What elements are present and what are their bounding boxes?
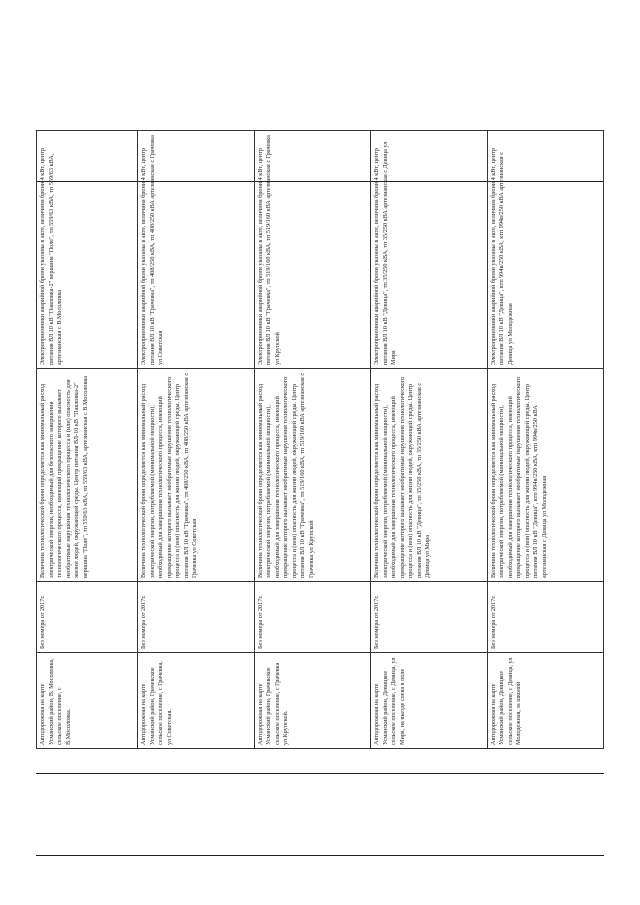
description-cell: Величина технологической брони определяется как минимальный расход электрической энергии, потребляемой (минимальной мощности), необходимый для завершения технологического процесса, имеющий прекращение которого вызывает необратимые нарушения технологического процесса и (или) опасность для жизни людей, окружающей среды. Центр питания ВЛ 10 кВ "Девица", тп 35/250 кВА, тп 35/250 кВА артезианская с Девица ул Мира: [371, 369, 487, 582]
table-row: [138, 131, 254, 749]
location-cell: Автодорожная на карте Усманский район, Девицкое сельское поселение, с Девица, ул Молодежная, за школой: [487, 653, 603, 749]
period-cell: Без номера от 2017г.: [138, 582, 254, 653]
location-cell: Автодорожная на карте Усманский район, В. Мосоловка, сельское поселение, с В.Мосоловка.: [37, 653, 138, 749]
footer-rule-upper: [36, 773, 604, 774]
reserve-cell: Электроприемники аварийной брони указаны в акте, величина брони 4 кВт, центр питания ВЛ 10 кВ "Девица", тп 35/250 кВА, тп 35/250 кВА артезианская с Девица ул Мира: [371, 131, 487, 369]
reserve-cell: Электроприемники аварийной брони указаны в акте, величина брони 4 кВт, центр питания ВЛ 10 кВ "Грачевка", тп 408/250 кВА, тп 408/250 кВА артезианская с Грачевка ул Советская: [138, 131, 254, 369]
period-cell: Без номера от 2017г.: [371, 582, 487, 653]
period-cell: Без номера от 2017г.: [37, 582, 138, 653]
table-row: [254, 131, 370, 749]
description-cell: Величина технологической брони определяется как минимальный расход электрической энергии, потребляемой (минимальной мощности), необходимый для завершения технологического процесса, имеющий прекращение которого вызывает необратимые нарушения технологического процесса и (или) опасность для жизни людей, окружающей среды. Центр питания ВЛ 10 кВ "Грачевка", тп 519/160 кВА, тп 519/160 кВА артезианская с Грачевка ул Крупской: [254, 369, 370, 582]
table-row: [487, 131, 603, 749]
period-cell: Без номера от 2017г.: [254, 582, 370, 653]
reserve-cell: Электроприемники аварийной брони указаны в акте, величина брони 4 кВт, центр питания ВЛ 10 кВ "Девица", ктп 994в/250 кВА, ктп 994в/250 кВА артезианская с Девица ул Молодежная: [487, 131, 603, 369]
location-cell: Автодорожная на карте Усманский район, Девицкое сельское поселение, с Девица, ул Мира, на въезде слева в поле: [371, 653, 487, 749]
reserve-cell: Электроприемники аварийной брони указаны в акте, величина брони 4 кВт, центр питания ВЛ 10 кВ "Грачевка", тп 519/160 кВА, тп 519/160 кВА артезианская с Грачевка ул Крупской: [254, 131, 370, 369]
period-cell: Без номера от 2017г.: [487, 582, 603, 653]
location-cell: Автодорожная на карте Усманский район, Грачевское сельское поселение, с Грачевка, ул Советская.: [138, 653, 254, 749]
table-row: [37, 131, 138, 749]
description-cell: Величина технологической брони определяется как минимальный расход электрической энергии, необходимый для безопасного завершения технологического процесса, имеющий прекращение которого вызывает необратимые нарушения технологического процесса и (или) опасность для жизни людей, окружающей среды. Центр питания ВЛ-10 кВ "Павловка-2" вершина "Поле", тп 559/63 кВА, тп 559/63 кВА, артезианская с В.Мосоловка: [37, 369, 138, 582]
reserve-cell: Электроприемники аварийной брони указаны в акте, величина брони 4 кВт, центр питания ВЛ 10 кВ "Павловка-2" вершина "Поле", тп 559/63 кВА, тп 559/63 кВА, артезианская с В.Мосоловка: [37, 131, 138, 369]
table-row: [371, 131, 487, 749]
reserve-table: [36, 130, 604, 749]
footer-rule-lower: [36, 855, 604, 856]
rotated-page-content: [36, 135, 604, 749]
description-cell: Величина технологической брони определяется как минимальный расход электрической энергии, потребляемой (минимальной мощности), необходимый для завершения технологического процесса, имеющий прекращение которого вызывает необратимые нарушения технологического процесса и (или) опасность для жизни людей, окружающей среды. Центр питания ВЛ 10 кВ "Грачевка", тп 408/250 кВА, тп 408/250 кВА артезианская с Грачевка ул Советская: [138, 369, 254, 582]
location-cell: Автодорожная на карте Усманский район, Грачевское сельское поселение, с Грачевка ул Крупской.: [254, 653, 370, 749]
description-cell: Величина технологической брони определяется как минимальный расход электрической энергии, потребляемой (минимальной мощности), необходимый для завершения технологического процесса, имеющий прекращение которого вызывает необратимые нарушения технологического процесса и (или) опасность для жизни людей, окружающей среды. Центр питания ВЛ 10 кВ "Девица", ктп 994в/250 кВА, ктп 994в/250 кВА артезианская с Девица ул Молодежная: [487, 369, 603, 582]
rotated-table-frame: [36, 135, 604, 771]
